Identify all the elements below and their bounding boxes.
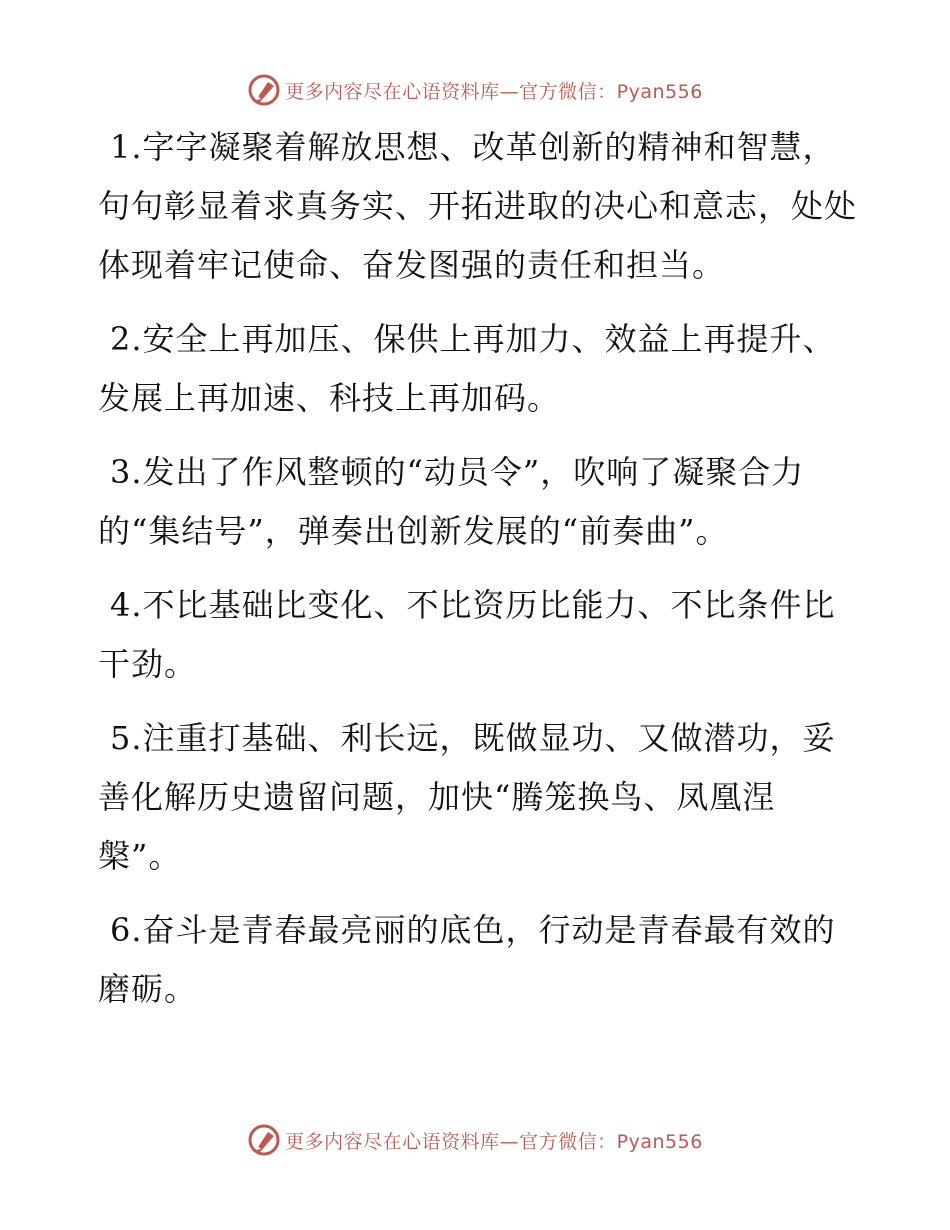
header-banner-text: 更多内容尽在心语资料库—官方微信：Pyan556: [285, 80, 703, 103]
item-text: 发出了作风整顿的“动员令”，吹响了凝聚合力的“集结号”，弹奏出创新发展的“前奏曲”。: [98, 453, 805, 550]
item-text: 安全上再加压、保供上再加力、效益上再提升、发展上再加速、科技上再加码。: [98, 320, 836, 417]
header-banner: [0, 70, 950, 110]
list-item: [98, 118, 858, 295]
list-item: [98, 576, 858, 694]
item-number: 6.: [110, 911, 143, 949]
item-number: 2.: [110, 320, 143, 358]
item-text: 注重打基础、利长远，既做显功、又做潜功，妥善化解历史遗留问题，加快“腾笼换鸟、凤凰涅槃”。: [98, 719, 836, 875]
list-item: [98, 709, 858, 886]
item-text: 不比基础比变化、不比资历比能力、不比条件比干劲。: [98, 586, 836, 683]
item-number: 4.: [110, 586, 143, 624]
list-item: [98, 901, 858, 1019]
pen-nib-logo-icon: [247, 73, 281, 107]
quote-list: [98, 118, 858, 1034]
item-number: 3.: [110, 453, 143, 491]
item-text: 奋斗是青春最亮丽的底色，行动是青春最有效的磨砺。: [98, 911, 836, 1008]
footer-banner: [0, 1120, 950, 1160]
list-item: [98, 443, 858, 561]
item-number: 1.: [110, 128, 143, 166]
item-number: 5.: [110, 719, 143, 757]
item-text: 字字凝聚着解放思想、改革创新的精神和智慧，句句彰显着求真务实、开拓进取的决心和意志，处处体现着牢记使命、奋发图强的责任和担当。: [98, 128, 858, 284]
list-item: [98, 310, 858, 428]
footer-banner-text: 更多内容尽在心语资料库—官方微信：Pyan556: [285, 1130, 703, 1153]
pen-nib-logo-icon: [247, 1123, 281, 1157]
